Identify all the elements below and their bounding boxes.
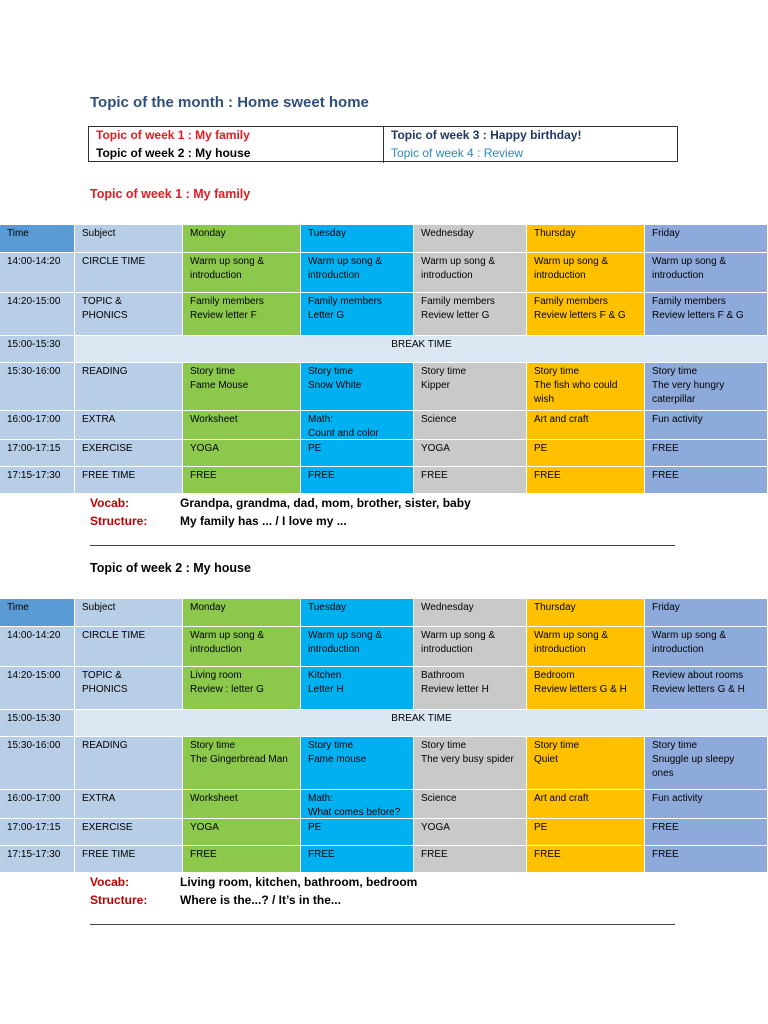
vocab-label: Vocab:: [90, 496, 130, 510]
topics-table: [88, 126, 678, 162]
cell-text: 14:00-14:20: [7, 630, 61, 641]
cell-text: PHONICS: [82, 310, 128, 321]
schedule-row: [0, 466, 768, 493]
header-friday: [645, 599, 768, 626]
cell-subject: [75, 790, 183, 818]
header-subject: [75, 225, 183, 252]
cell-text: Snow White: [308, 380, 362, 391]
cell-text: Family members: [421, 296, 495, 307]
cell-text: Subject: [82, 228, 116, 239]
cell-text: wish: [534, 394, 555, 405]
cell-text: Warm up song &: [308, 630, 383, 641]
cell-text: 14:20-15:00: [7, 670, 61, 681]
cell-text: 16:00-17:00: [7, 793, 61, 804]
cell-text: 15:00-15:30: [7, 713, 61, 724]
cell-text: TOPIC &: [82, 296, 122, 307]
cell-text: Count and color: [308, 428, 379, 439]
cell-text: Tuesday: [308, 602, 346, 613]
cell-text: Friday: [652, 602, 680, 613]
schedule-row: [0, 845, 768, 872]
break-time-cell: BREAK TIME: [75, 336, 768, 362]
cell-text: Fun activity: [652, 793, 703, 804]
cell-time: [0, 710, 75, 736]
cell-text: Story time: [652, 366, 698, 377]
header-wednesday: [414, 599, 527, 626]
cell-text: YOGA: [190, 443, 219, 454]
cell-subject: [75, 440, 183, 466]
cell-text: FREE: [534, 470, 561, 481]
cell-friday: [645, 293, 768, 335]
header-row: [0, 598, 768, 626]
schedule-row: [0, 292, 768, 335]
cell-text: EXERCISE: [82, 443, 133, 454]
cell-text: READING: [82, 366, 128, 377]
cell-monday: [183, 363, 301, 410]
cell-text: Monday: [190, 228, 226, 239]
vocab-text: Grandpa, grandma, dad, mom, brother, sister, baby: [180, 496, 471, 510]
cell-text: The Gingerbread Man: [190, 754, 288, 765]
cell-text: Review letters G & H: [652, 684, 745, 695]
cell-text: Fame Mouse: [190, 380, 249, 391]
cell-text: Review letters G & H: [534, 684, 627, 695]
cell-time: [0, 790, 75, 818]
cell-thursday: [527, 253, 645, 292]
cell-tuesday: [301, 737, 414, 789]
cell-text: Family members: [652, 296, 726, 307]
cell-text: CIRCLE TIME: [82, 256, 146, 267]
cell-text: Fame mouse: [308, 754, 367, 765]
week1-structure: [90, 514, 347, 528]
cell-text: Story time: [308, 740, 354, 751]
cell-friday: [645, 411, 768, 439]
header-thursday: [527, 599, 645, 626]
cell-text: introduction: [421, 644, 473, 655]
header-subject: [75, 599, 183, 626]
cell-subject: [75, 363, 183, 410]
cell-text: introduction: [308, 270, 360, 281]
cell-wednesday: [414, 467, 527, 493]
cell-text: Worksheet: [190, 414, 238, 425]
cell-text: Snuggle up sleepy: [652, 754, 735, 765]
cell-thursday: [527, 667, 645, 709]
cell-text: Tuesday: [308, 228, 346, 239]
cell-text: FREE TIME: [82, 470, 136, 481]
divider: [90, 924, 675, 925]
cell-subject: [75, 293, 183, 335]
cell-tuesday: [301, 293, 414, 335]
schedule-row: [0, 439, 768, 466]
cell-text: Review letter F: [190, 310, 257, 321]
cell-text: introduction: [534, 644, 586, 655]
cell-text: Story time: [308, 366, 354, 377]
cell-text: The very busy spider: [421, 754, 514, 765]
cell-text: FREE TIME: [82, 849, 136, 860]
cell-text: Math:: [308, 793, 334, 804]
cell-time: [0, 737, 75, 789]
cell-text: introduction: [190, 644, 242, 655]
cell-text: Wednesday: [421, 602, 474, 613]
vocab-label: Vocab:: [90, 875, 130, 889]
cell-monday: [183, 411, 301, 439]
cell-text: Math:: [308, 414, 334, 425]
cell-wednesday: [414, 411, 527, 439]
cell-text: The very hungry: [652, 380, 725, 391]
week2-vocab: [90, 875, 417, 889]
cell-thursday: [527, 790, 645, 818]
cell-text: ones: [652, 768, 674, 779]
cell-monday: [183, 293, 301, 335]
cell-text: PE: [534, 822, 548, 833]
cell-text: 17:15-17:30: [7, 849, 61, 860]
cell-monday: [183, 627, 301, 666]
cell-text: Science: [421, 414, 457, 425]
topic-week1: Topic of week 1 : My family: [89, 127, 384, 145]
header-time: [0, 599, 75, 626]
cell-text: Fun activity: [652, 414, 703, 425]
cell-friday: [645, 363, 768, 410]
header-time: [0, 225, 75, 252]
cell-text: Review letter G: [421, 310, 490, 321]
cell-text: YOGA: [190, 822, 219, 833]
header-thursday: [527, 225, 645, 252]
cell-thursday: [527, 440, 645, 466]
cell-friday: [645, 667, 768, 709]
header-tuesday: [301, 225, 414, 252]
cell-wednesday: [414, 440, 527, 466]
cell-wednesday: [414, 363, 527, 410]
cell-text: Kitchen: [308, 670, 342, 681]
cell-text: PE: [308, 822, 322, 833]
cell-text: Review letter H: [421, 684, 489, 695]
topic-week2: Topic of week 2 : My house: [89, 145, 384, 163]
cell-time: [0, 440, 75, 466]
cell-text: FREE: [652, 470, 679, 481]
cell-text: YOGA: [421, 822, 450, 833]
cell-tuesday: [301, 667, 414, 709]
cell-time: [0, 627, 75, 666]
vocab-text: Living room, kitchen, bathroom, bedroom: [180, 875, 418, 889]
cell-tuesday: [301, 846, 414, 872]
cell-text: Family members: [190, 296, 264, 307]
cell-wednesday: [414, 293, 527, 335]
cell-text: Letter H: [308, 684, 344, 695]
cell-text: Living room: [190, 670, 242, 681]
cell-text: Thursday: [534, 602, 576, 613]
cell-tuesday: [301, 819, 414, 845]
schedule-row: [0, 252, 768, 292]
schedule-row: [0, 818, 768, 845]
header-wednesday: [414, 225, 527, 252]
cell-monday: [183, 467, 301, 493]
cell-wednesday: [414, 846, 527, 872]
cell-text: FREE: [652, 443, 679, 454]
cell-wednesday: [414, 737, 527, 789]
cell-text: Subject: [82, 602, 116, 613]
cell-text: Story time: [652, 740, 698, 751]
cell-subject: [75, 819, 183, 845]
cell-text: FREE: [308, 849, 335, 860]
cell-text: Story time: [421, 366, 467, 377]
cell-text: caterpillar: [652, 394, 696, 405]
cell-text: Art and craft: [534, 414, 589, 425]
cell-text: FREE: [534, 849, 561, 860]
break-time-cell: BREAK TIME: [75, 710, 768, 736]
cell-text: Review letters F & G: [534, 310, 626, 321]
cell-subject: [75, 846, 183, 872]
cell-text: Wednesday: [421, 228, 474, 239]
cell-text: Quiet: [534, 754, 558, 765]
cell-friday: [645, 819, 768, 845]
cell-text: EXTRA: [82, 414, 116, 425]
cell-thursday: [527, 846, 645, 872]
cell-text: FREE: [652, 849, 679, 860]
cell-subject: [75, 667, 183, 709]
cell-tuesday: [301, 411, 414, 439]
cell-text: Art and craft: [534, 793, 589, 804]
cell-text: FREE: [190, 849, 217, 860]
structure-text: Where is the...? / It’s in the...: [180, 893, 341, 907]
cell-text: 17:00-17:15: [7, 822, 61, 833]
cell-text: PE: [308, 443, 322, 454]
header-monday: [183, 599, 301, 626]
topic-week3: Topic of week 3 : Happy birthday!: [391, 128, 582, 142]
structure-text: My family has ... / I love my ...: [180, 514, 347, 528]
schedule-row: [0, 736, 768, 789]
cell-monday: [183, 440, 301, 466]
cell-tuesday: [301, 363, 414, 410]
cell-text: introduction: [308, 644, 360, 655]
cell-text: Story time: [534, 740, 580, 751]
cell-friday: [645, 790, 768, 818]
cell-text: Kipper: [421, 380, 450, 391]
cell-text: Story time: [421, 740, 467, 751]
cell-text: Story time: [534, 366, 580, 377]
cell-text: EXTRA: [82, 793, 116, 804]
cell-time: [0, 253, 75, 292]
cell-text: FREE: [421, 849, 448, 860]
cell-subject: [75, 737, 183, 789]
cell-monday: [183, 819, 301, 845]
cell-text: READING: [82, 740, 128, 751]
cell-text: 15:30-16:00: [7, 740, 61, 751]
cell-text: introduction: [190, 270, 242, 281]
cell-text: FREE: [308, 470, 335, 481]
cell-subject: [75, 411, 183, 439]
schedule-row: [0, 410, 768, 439]
cell-text: introduction: [652, 270, 704, 281]
cell-text: 14:00-14:20: [7, 256, 61, 267]
cell-text: 15:00-15:30: [7, 339, 61, 350]
cell-subject: [75, 627, 183, 666]
header-friday: [645, 225, 768, 252]
cell-friday: [645, 846, 768, 872]
cell-time: [0, 467, 75, 493]
cell-text: YOGA: [421, 443, 450, 454]
cell-tuesday: [301, 627, 414, 666]
cell-text: 16:00-17:00: [7, 414, 61, 425]
week1-heading: Topic of week 1 : My family: [90, 187, 251, 201]
cell-text: Warm up song &: [308, 256, 383, 267]
schedule-row: [0, 335, 768, 362]
cell-text: introduction: [652, 644, 704, 655]
cell-friday: [645, 253, 768, 292]
cell-subject: [75, 467, 183, 493]
cell-friday: [645, 440, 768, 466]
cell-text: Warm up song &: [652, 256, 727, 267]
cell-time: [0, 336, 75, 362]
cell-friday: [645, 737, 768, 789]
cell-text: 17:00-17:15: [7, 443, 61, 454]
cell-text: Family members: [308, 296, 382, 307]
cell-text: 14:20-15:00: [7, 296, 61, 307]
cell-text: Warm up song &: [652, 630, 727, 641]
cell-text: The fish who could: [534, 380, 618, 391]
cell-text: TOPIC &: [82, 670, 122, 681]
cell-text: Review : letter G: [190, 684, 264, 695]
cell-text: 17:15-17:30: [7, 470, 61, 481]
cell-text: What comes before?: [308, 807, 401, 818]
cell-text: Time: [7, 602, 29, 613]
header-tuesday: [301, 599, 414, 626]
cell-text: Worksheet: [190, 793, 238, 804]
cell-text: Warm up song &: [190, 256, 265, 267]
week2-heading: Topic of week 2 : My house: [90, 561, 251, 575]
cell-text: FREE: [652, 822, 679, 833]
schedule-row: [0, 666, 768, 709]
cell-text: EXERCISE: [82, 822, 133, 833]
cell-wednesday: [414, 627, 527, 666]
cell-text: Warm up song &: [421, 630, 496, 641]
cell-subject: [75, 253, 183, 292]
divider: [90, 545, 675, 546]
cell-text: Bedroom: [534, 670, 575, 681]
cell-monday: [183, 790, 301, 818]
cell-friday: [645, 467, 768, 493]
cell-text: Story time: [190, 366, 236, 377]
cell-monday: [183, 253, 301, 292]
cell-text: Letter G: [308, 310, 345, 321]
schedule-row: [0, 626, 768, 666]
cell-text: Warm up song &: [534, 630, 609, 641]
cell-text: Review about rooms: [652, 670, 744, 681]
cell-text: Warm up song &: [421, 256, 496, 267]
cell-time: [0, 667, 75, 709]
cell-friday: [645, 627, 768, 666]
cell-time: [0, 819, 75, 845]
cell-time: [0, 363, 75, 410]
cell-text: Story time: [190, 740, 236, 751]
cell-text: PHONICS: [82, 684, 128, 695]
cell-text: Family members: [534, 296, 608, 307]
cell-text: 15:30-16:00: [7, 366, 61, 377]
cell-text: PE: [534, 443, 548, 454]
cell-monday: [183, 737, 301, 789]
cell-text: Time: [7, 228, 29, 239]
cell-text: Monday: [190, 602, 226, 613]
schedule-row: [0, 362, 768, 410]
cell-text: Warm up song &: [190, 630, 265, 641]
cell-text: FREE: [190, 470, 217, 481]
cell-monday: [183, 667, 301, 709]
cell-time: [0, 293, 75, 335]
cell-thursday: [527, 819, 645, 845]
structure-label: Structure:: [90, 893, 148, 907]
cell-time: [0, 411, 75, 439]
cell-text: introduction: [421, 270, 473, 281]
cell-text: introduction: [534, 270, 586, 281]
cell-thursday: [527, 363, 645, 410]
cell-text: Science: [421, 793, 457, 804]
cell-text: Bathroom: [421, 670, 465, 681]
cell-thursday: [527, 467, 645, 493]
header-monday: [183, 225, 301, 252]
cell-text: Friday: [652, 228, 680, 239]
cell-wednesday: [414, 790, 527, 818]
cell-time: [0, 846, 75, 872]
cell-wednesday: [414, 667, 527, 709]
cell-wednesday: [414, 253, 527, 292]
cell-text: Thursday: [534, 228, 576, 239]
cell-tuesday: [301, 467, 414, 493]
schedule-row: [0, 709, 768, 736]
topic-week4: Topic of week 4 : Review: [391, 146, 524, 160]
cell-monday: [183, 846, 301, 872]
cell-tuesday: [301, 253, 414, 292]
cell-thursday: [527, 737, 645, 789]
month-title: Topic of the month : Home sweet home: [90, 94, 369, 111]
week2-structure: [90, 893, 341, 907]
cell-thursday: [527, 293, 645, 335]
cell-tuesday: [301, 440, 414, 466]
cell-tuesday: [301, 790, 414, 818]
cell-text: CIRCLE TIME: [82, 630, 146, 641]
cell-wednesday: [414, 819, 527, 845]
week1-vocab: [90, 496, 471, 510]
schedule-row: [0, 789, 768, 818]
cell-text: FREE: [421, 470, 448, 481]
structure-label: Structure:: [90, 514, 148, 528]
cell-thursday: [527, 627, 645, 666]
header-row: [0, 224, 768, 252]
cell-text: Review letters F & G: [652, 310, 744, 321]
cell-text: Warm up song &: [534, 256, 609, 267]
cell-thursday: [527, 411, 645, 439]
